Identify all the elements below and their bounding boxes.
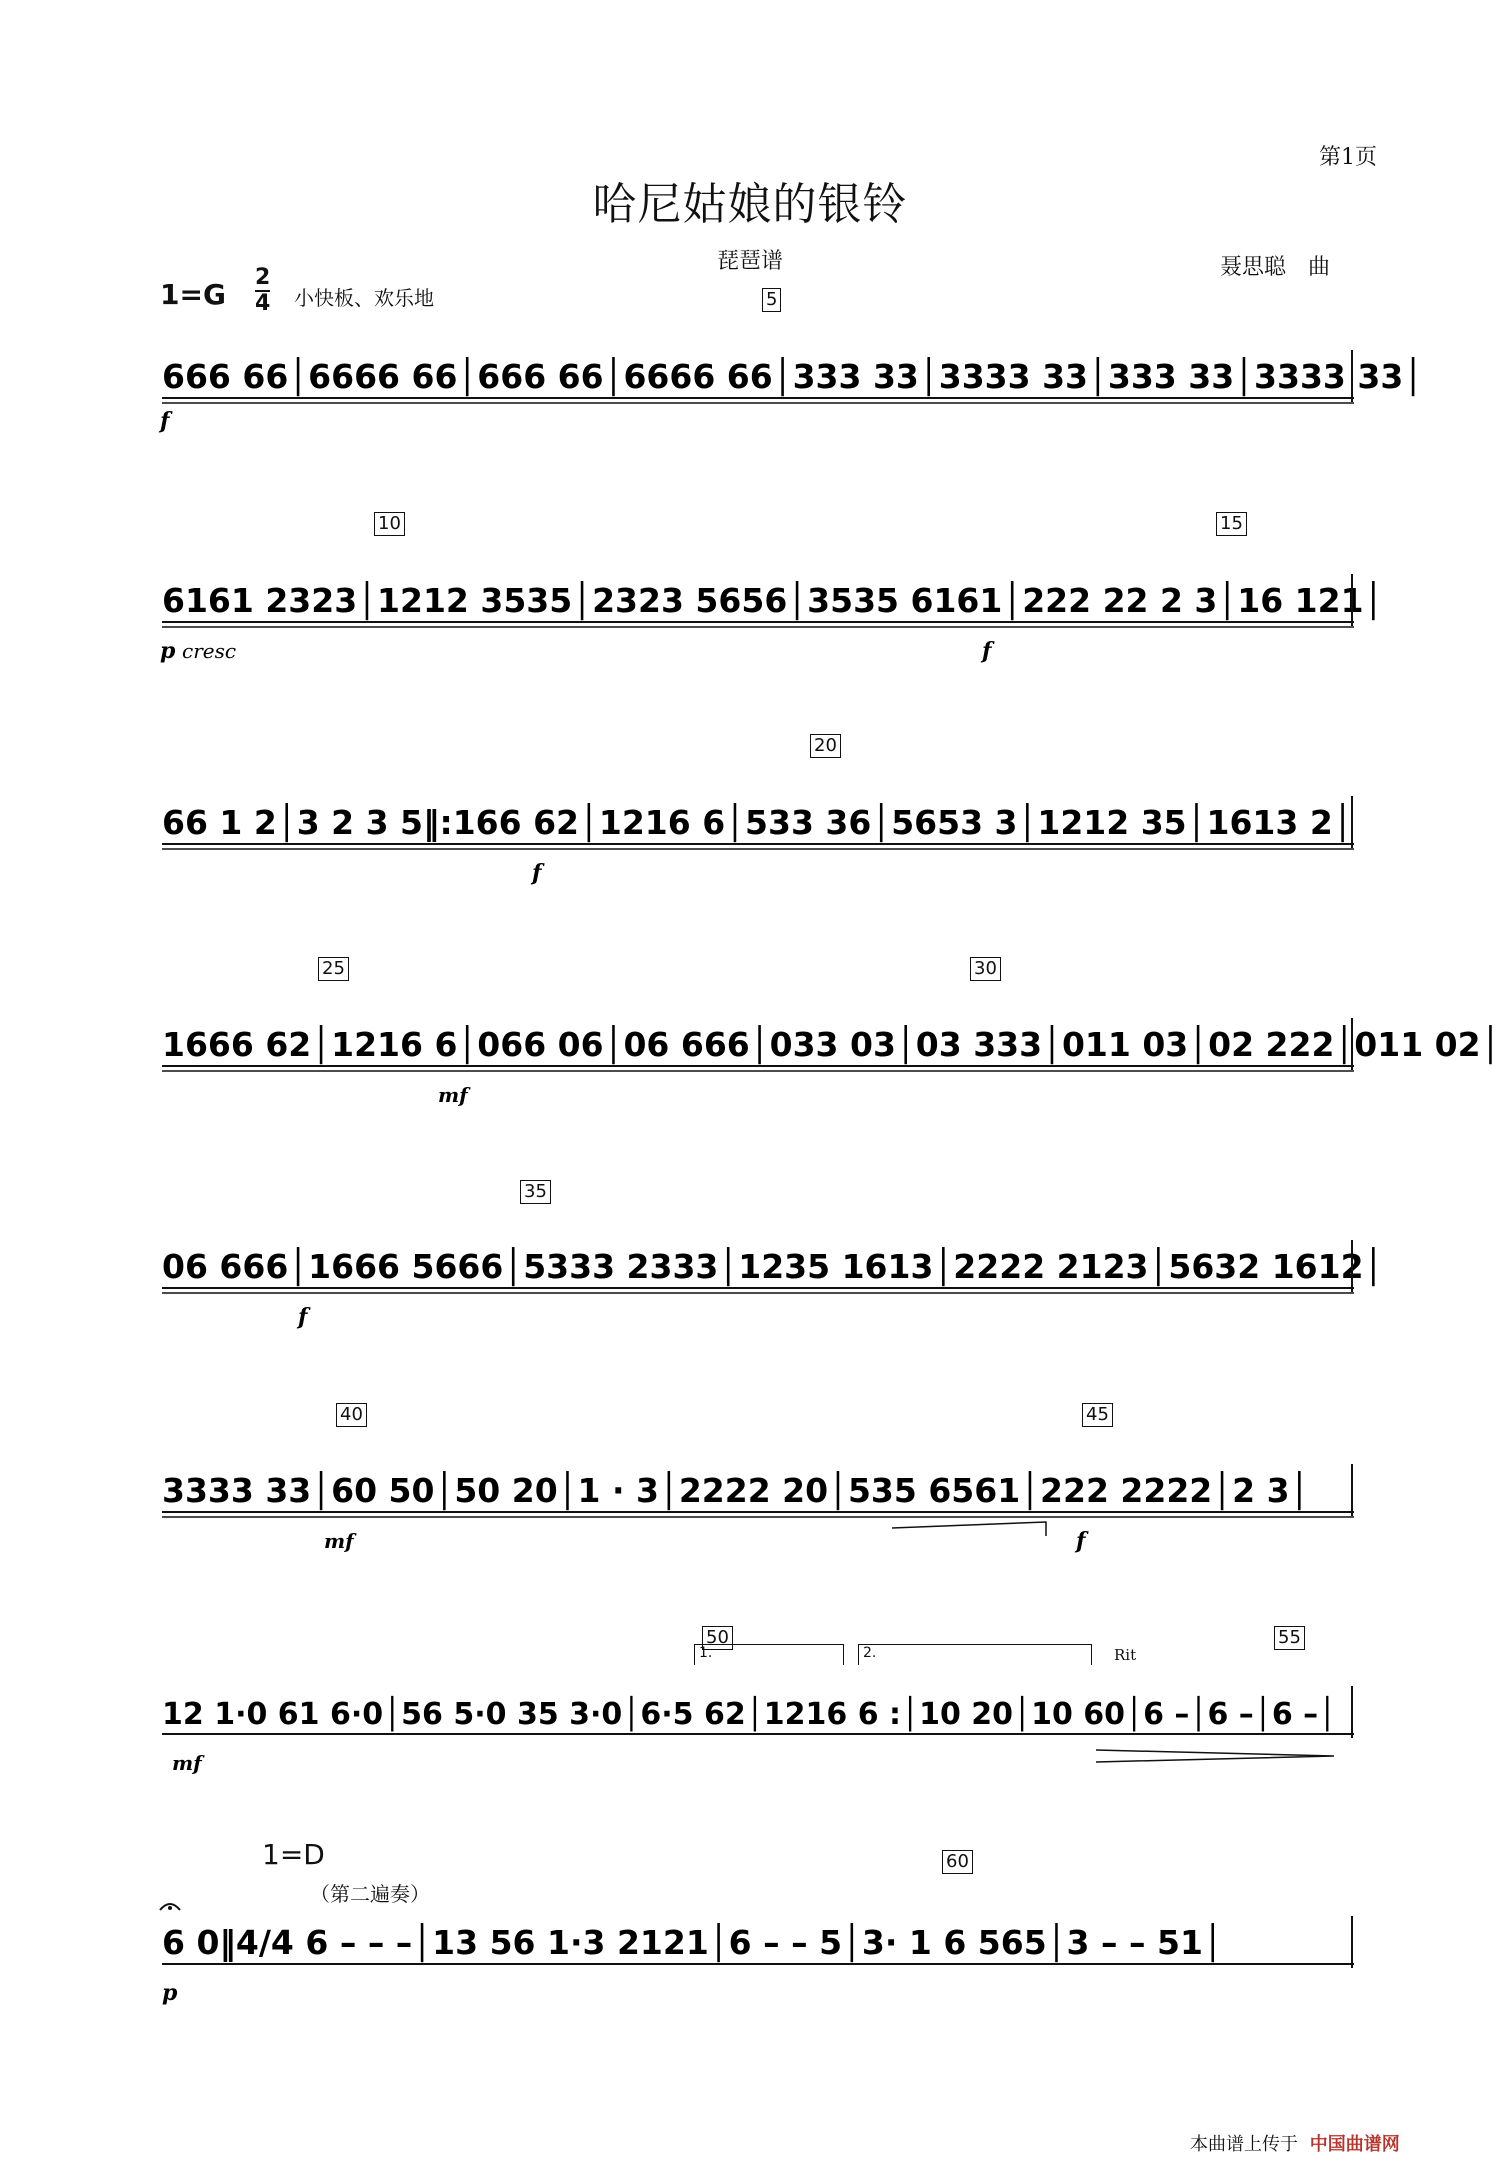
rehearsal-mark-20: 20 <box>810 734 841 758</box>
dynamic-f-4: f <box>298 1304 308 1330</box>
line-4-graphics <box>162 1018 1500 1108</box>
volta-second-label: 2. <box>863 1645 877 1661</box>
music-line-3 <box>162 796 1354 886</box>
rehearsal-mark-55: 55 <box>1274 1626 1305 1650</box>
composer-credit: 聂思聪 曲 <box>1220 255 1331 280</box>
line-8-graphics <box>162 1916 1354 2006</box>
rit-marking: Rit <box>1114 1646 1137 1664</box>
volta-first <box>694 1644 844 1665</box>
dynamic-f-5: f <box>1076 1528 1086 1554</box>
rehearsal-mark-5: 5 <box>762 288 781 312</box>
crescendo-hairpin <box>892 1522 1046 1536</box>
meter-bottom: 4 <box>255 291 271 316</box>
dynamic-f-2: f <box>982 638 992 664</box>
dynamic-f: f <box>160 408 170 434</box>
page-number: 第1页 <box>1319 145 1377 170</box>
rehearsal-mark-35: 35 <box>520 1180 551 1204</box>
line-3-graphics <box>162 796 1354 886</box>
music-line-2 <box>160 574 1384 664</box>
rehearsal-mark-50: 50 <box>702 1626 733 1650</box>
rehearsal-mark-15: 15 <box>1216 512 1247 536</box>
line-5-notes: 06 666│1666 5666│5333 2333│1235 1613│2222 2123│5632 1612│ <box>162 1247 1384 1286</box>
line-1-notes: 666 66│6666 66│666 66│6666 66│333 33│3333 33│333 33│3333 33│ <box>162 357 1424 396</box>
dynamic-f-3: f <box>532 860 542 886</box>
music-line-5 <box>162 1240 1384 1330</box>
rehearsal-mark-10: 10 <box>374 512 405 536</box>
dynamic-mf-3: mf <box>172 1751 202 1775</box>
line-7-notes: 12 1·0 61 6·0│56 5·0 35 3·0│6·5 62│1216 6 :│10 20│10 60│6 –│6 –│6 –│ <box>162 1697 1337 1732</box>
tempo-marking: 小快板、欢乐地 <box>294 286 434 310</box>
music-line-6 <box>162 1464 1354 1554</box>
line-2-graphics <box>160 574 1384 664</box>
rehearsal-mark-30: 30 <box>970 957 1001 981</box>
key-change: 1=D <box>262 1838 325 1871</box>
time-signature <box>255 266 270 316</box>
volta-first-label: 1. <box>699 1645 713 1661</box>
music-line-7 <box>162 1686 1354 1775</box>
second-pass-note: （第二遍奏） <box>310 1882 430 1906</box>
music-line-8 <box>162 1916 1354 2006</box>
line-6-notes: 3333 33│60 50│50 20│1 · 3│2222 20│535 6561│222 2222│2 3│ <box>162 1471 1310 1510</box>
volta-second <box>858 1644 1092 1665</box>
dynamic-mf: mf <box>438 1083 468 1107</box>
line-3-notes: 66 1 2│3 2 3 5‖:166 62│1216 6│533 36│5653 3│1212 35│1613 2│ <box>162 803 1353 842</box>
key-signature: 1=G <box>160 278 226 311</box>
line-1-graphics <box>160 350 1424 440</box>
rehearsal-mark-60: 60 <box>942 1850 973 1874</box>
score-title: 哈尼姑娘的银铃 <box>592 179 908 230</box>
music-line-1 <box>160 350 1424 434</box>
rehearsal-mark-45: 45 <box>1082 1403 1113 1427</box>
dynamic-cresc: cresc <box>182 639 237 663</box>
decrescendo-hairpin <box>1096 1750 1334 1762</box>
dynamic-p-2: p <box>162 1980 178 2006</box>
footer-credit <box>1190 2130 1400 2156</box>
line-8-notes: 6 0‖4/4 6 – – –│13 56 1·3 2121│6 – – 5│3· 1 6 565│3 – – 51│ <box>162 1923 1223 1962</box>
line-6-graphics <box>162 1464 1354 1554</box>
meter-top: 2 <box>255 265 271 290</box>
music-line-4 <box>162 1018 1500 1107</box>
rehearsal-mark-25: 25 <box>318 957 349 981</box>
line-5-graphics <box>162 1240 1384 1330</box>
dynamic-mf-2: mf <box>324 1529 354 1553</box>
score-subtitle: 琵琶谱 <box>716 249 783 274</box>
rehearsal-mark-40: 40 <box>336 1403 367 1427</box>
line-4-notes: 1666 62│1216 6│066 06│06 666│033 03│03 333│011 03│02 222│011 02│ <box>162 1025 1500 1064</box>
line-2-notes: 6161 2323│1212 3535│2323 5656│3535 6161│222 22 2 3│16 121│ <box>162 581 1384 620</box>
footer-prefix: 本曲谱上传于 <box>1190 2134 1298 2155</box>
footer-brand: 中国曲谱网 <box>1309 2134 1400 2155</box>
line-7-graphics <box>162 1686 1354 1776</box>
dynamic-p: p <box>160 638 176 664</box>
